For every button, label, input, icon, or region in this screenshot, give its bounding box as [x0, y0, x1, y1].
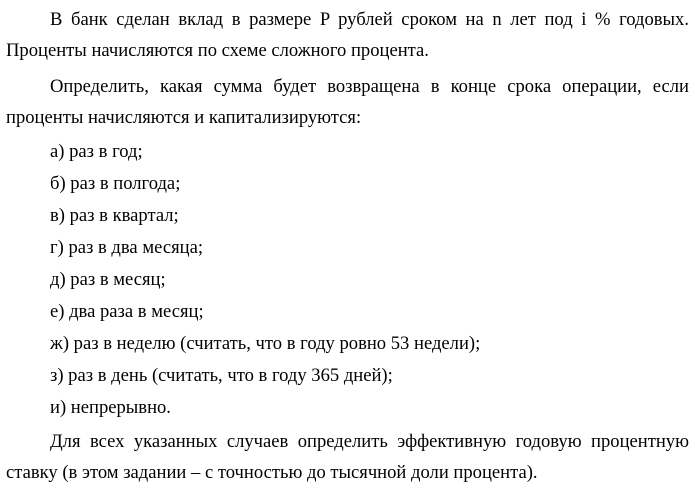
option-g: г) раз в два месяца; — [50, 237, 203, 258]
option-e: е) два раза в месяц; — [50, 301, 204, 322]
paragraph1-line2: Проценты начисляются по схеме сложного процента. — [6, 40, 429, 61]
option-a: а) раз в год; — [50, 141, 143, 162]
paragraph3-line2: ставку (в этом задании – с точностью до тысячной доли процента). — [6, 462, 538, 483]
paragraph2-line1: Определить, какая сумма будет возвращена в конце срока операции, если — [50, 76, 689, 97]
paragraph2-line2: проценты начисляются и капитализируются: — [6, 107, 362, 128]
option-v: в) раз в квартал; — [50, 205, 179, 226]
option-d: д) раз в месяц; — [50, 269, 166, 290]
option-z: з) раз в день (считать, что в году 365 дней); — [50, 365, 393, 386]
paragraph3-line1: Для всех указанных случаев определить эффективную годовую процентную — [50, 431, 689, 452]
option-b: б) раз в полгода; — [50, 173, 181, 194]
option-zh: ж) раз в неделю (считать, что в году ровно 53 недели); — [50, 333, 481, 354]
option-i: и) непрерывно. — [50, 397, 171, 418]
paragraph1-line1: В банк сделан вклад в размере P рублей сроком на n лет под i % годовых. — [50, 9, 689, 30]
